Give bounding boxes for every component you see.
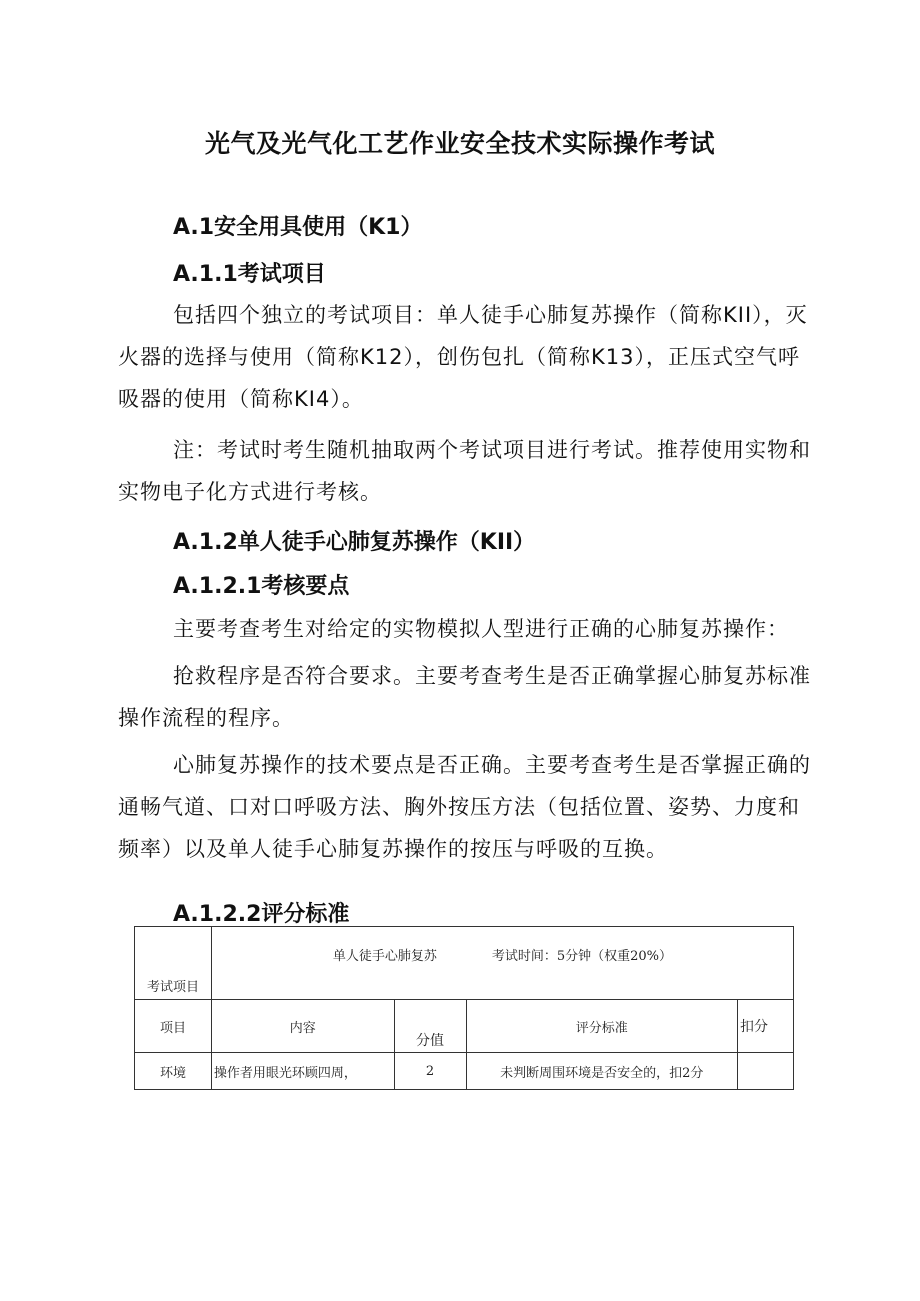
paragraph-note: 注：考试时考生随机抽取两个考试项目进行考试。推荐使用实物和实物电子化方式进行考核。 — [118, 438, 811, 504]
row-item: 环境 — [135, 1053, 212, 1090]
table-row — [135, 1053, 794, 1090]
scoring-table — [134, 926, 794, 1090]
paragraph-main-check: 主要考查考生对给定的实物模拟人型进行正确的心肺复苏操作： — [173, 617, 789, 641]
header-item: 项目 — [135, 1000, 212, 1053]
row-content: 操作者用眼光环顾四周， — [211, 1053, 394, 1090]
paragraph-procedure: 抢救程序是否符合要求。主要考查考生是否正确掌握心肺复苏标准操作流程的程序。 — [118, 664, 811, 730]
paragraph-exam-items: 包括四个独立的考试项目：单人徒手心肺复苏操作（简称KII），灭火器的选择与使用（简称K12），创伤包扎（简称K13），正压式空气呼吸器的使用（简称KI4）。 — [118, 303, 808, 411]
header-criteria: 评分标准 — [466, 1000, 738, 1053]
exam-item-name: 单人徒手心肺复苏 — [332, 949, 437, 964]
section-heading-a1: A.1安全用具使用（K1） — [173, 215, 423, 240]
row-criteria: 未判断周围环境是否安全的，扣2分 — [466, 1053, 738, 1090]
row-score: 2 — [394, 1053, 466, 1090]
document-title: 光气及光气化工艺作业安全技术实际操作考试 — [204, 129, 715, 158]
header-content: 内容 — [211, 1000, 394, 1053]
section-heading-a12: A.1.2单人徒手心肺复苏操作（KII） — [173, 530, 536, 555]
exam-item-label: 考试项目 — [135, 927, 212, 1000]
exam-time: 考试时间：5分钟（权重20%） — [491, 949, 673, 964]
row-deduction — [738, 1053, 794, 1090]
section-heading-a11: A.1.1考试项目 — [173, 262, 326, 287]
header-deduction: 扣分 — [738, 1000, 794, 1053]
table-header-row — [135, 1000, 794, 1053]
header-score: 分值 — [394, 1000, 466, 1053]
paragraph-technique: 心肺复苏操作的技术要点是否正确。主要考查考生是否掌握正确的通畅气道、口对口呼吸方法、胸外按压方法（包括位置、姿势、力度和频率）以及单人徒手心肺复苏操作的按压与呼吸的互换。 — [118, 753, 811, 861]
table-row — [135, 927, 794, 1000]
exam-item-info — [211, 927, 793, 1000]
section-heading-a121: A.1.2.1考核要点 — [173, 574, 350, 599]
section-heading-a122: A.1.2.2评分标准 — [173, 902, 350, 927]
